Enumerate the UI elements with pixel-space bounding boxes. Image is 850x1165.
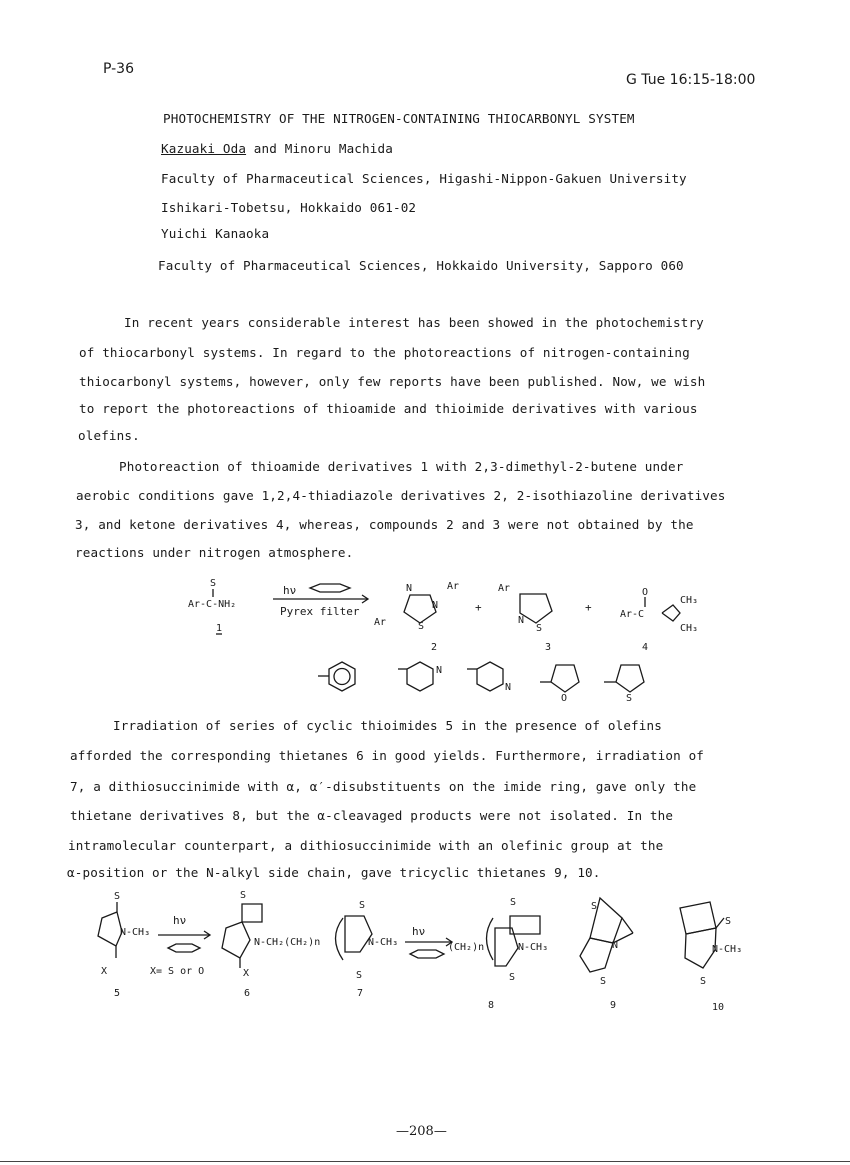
svg-text:S: S	[359, 900, 366, 911]
svg-text:(CH₂)n: (CH₂)n	[448, 942, 485, 953]
svg-text:S: S	[700, 976, 707, 987]
svg-text:Ar: Ar	[498, 583, 511, 594]
x-definition: X= S or O	[150, 966, 205, 977]
svg-text:O: O	[642, 587, 649, 598]
author-line	[161, 141, 393, 156]
affiliation-3: Faculty of Pharmaceutical Sciences, Hokkaido University, Sapporo 060	[158, 258, 684, 273]
phenyl-ring	[329, 662, 355, 691]
hv-reagent: hν	[283, 584, 297, 597]
svg-text:S: S	[509, 972, 516, 983]
paragraph-2-line: Photoreaction of thioamide derivatives 1 with 2,3-dimethyl-2-butene under	[119, 459, 684, 474]
svg-text:S: S	[600, 976, 607, 987]
paper-title: PHOTOCHEMISTRY OF THE NITROGEN-CONTAINING THIOCARBONYL SYSTEM	[163, 111, 635, 126]
svg-text:Ar: Ar	[374, 617, 387, 628]
svg-text:N-CH₃: N-CH₃	[368, 937, 399, 948]
reaction-scheme-1	[180, 575, 740, 710]
paragraph-3-line: afforded the corresponding thietanes 6 in good yields. Furthermore, irradiation of	[70, 748, 705, 763]
paragraph-1-line: to report the photoreactions of thioamide and thioimide derivatives with various	[79, 401, 698, 416]
paragraph-2-line: reactions under nitrogen atmosphere.	[75, 545, 354, 560]
bottom-rule	[0, 1161, 850, 1162]
paragraph-3-line: 7, a dithiosuccinimide with α, α′-disubstituents on the imide ring, gave only the	[70, 779, 697, 794]
compound-label-10: 10	[712, 1002, 725, 1013]
svg-text:S: S	[418, 621, 425, 632]
compound-label-1: 1	[216, 623, 223, 634]
pyridyl-4-ring	[477, 662, 503, 691]
svg-text:S: S	[240, 890, 247, 901]
svg-text:N-CH₃: N-CH₃	[518, 942, 549, 953]
paragraph-1-line: thiocarbonyl systems, however, only few reports have been published. Now, we wish	[79, 374, 706, 389]
compound-label-5: 5	[114, 988, 121, 999]
page-number: —208—	[396, 1124, 447, 1139]
compound-label-2: 2	[431, 642, 438, 653]
svg-text:+: +	[475, 601, 482, 614]
thioamide-formula: Ar-C-NH₂	[188, 599, 237, 610]
paragraph-1-line: olefins.	[78, 428, 140, 443]
svg-text:N-CH₂(CH₂)n: N-CH₂(CH₂)n	[254, 937, 321, 948]
svg-text:hν: hν	[412, 925, 426, 938]
svg-text:X: X	[243, 968, 250, 979]
compound-label-8: 8	[488, 1000, 495, 1011]
svg-text:hν: hν	[173, 914, 187, 927]
svg-text:S: S	[536, 623, 543, 634]
session-info: G Tue 16:15-18:00	[626, 72, 756, 88]
paragraph-3-line: thietane derivatives 8, but the α-cleavaged products were not isolated. In the	[70, 808, 674, 823]
paragraph-1-line: In recent years considerable interest has been showed in the photochemistry	[124, 315, 704, 330]
svg-text:Ar: Ar	[447, 581, 460, 592]
thienyl-ring	[616, 665, 644, 692]
paragraph-3-line: Irradiation of series of cyclic thioimides 5 in the presence of olefins	[113, 718, 662, 733]
isothiazoline-ring	[520, 594, 552, 623]
affiliation-1: Faculty of Pharmaceutical Sciences, Higashi-Nippon-Gakuen University	[161, 171, 687, 186]
paragraph-1-line: of thiocarbonyl systems. In regard to the photoreactions of nitrogen-containing	[79, 345, 690, 360]
svg-text:N: N	[436, 665, 443, 676]
thioimide-ring-5	[98, 912, 122, 946]
furyl-ring	[551, 665, 579, 692]
paragraph-3-line: α-position or the N-alkyl side chain, gave tricyclic thietanes 9, 10.	[67, 865, 601, 880]
svg-text:N-CH₃: N-CH₃	[120, 927, 151, 938]
svg-text:N-CH₃: N-CH₃	[712, 944, 743, 955]
presenting-author: Kazuaki Oda	[161, 141, 247, 156]
svg-text:CH₃: CH₃	[680, 623, 699, 634]
thioamide-sulfur: S	[210, 578, 217, 589]
svg-text:CH₃: CH₃	[680, 595, 699, 606]
thietane-ring-6	[242, 904, 262, 922]
svg-text:S: S	[510, 897, 517, 908]
co-authors: and Minoru Machida	[246, 141, 393, 156]
svg-text:+: +	[585, 601, 592, 614]
compound-label-4: 4	[642, 642, 649, 653]
svg-text:S: S	[591, 901, 598, 912]
compound-label-3: 3	[545, 642, 552, 653]
thietane-ring-8	[510, 916, 540, 934]
author-line-2: Yuichi Kanaoka	[161, 226, 270, 241]
svg-text:O: O	[561, 693, 568, 704]
compound-label-7: 7	[357, 988, 364, 999]
svg-text:S: S	[626, 693, 633, 704]
pyridyl-2-ring	[407, 662, 433, 691]
affiliation-2: Ishikari-Tobetsu, Hokkaido 061-02	[161, 200, 417, 215]
pyrex-filter: Pyrex filter	[280, 605, 360, 618]
paragraph-2-line: 3, and ketone derivatives 4, whereas, compounds 2 and 3 were not obtained by the	[75, 517, 694, 532]
svg-text:N: N	[432, 600, 439, 611]
svg-text:S: S	[725, 916, 732, 927]
svg-text:N: N	[505, 682, 512, 693]
compound-label-6: 6	[244, 988, 251, 999]
paragraph-3-line: intramolecular counterpart, a dithiosuccinimide with an olefinic group at the	[68, 838, 664, 853]
svg-text:N: N	[518, 615, 525, 626]
svg-text:N: N	[406, 583, 413, 594]
paragraph-2-line: aerobic conditions gave 1,2,4-thiadiazole derivatives 2, 2-isothiazoline derivatives	[76, 488, 726, 503]
reaction-scheme-2	[60, 888, 770, 1023]
olefin-symbol	[310, 584, 350, 592]
compound-label-9: 9	[610, 1000, 617, 1011]
svg-text:S: S	[356, 970, 363, 981]
svg-text:N: N	[612, 940, 619, 951]
abstract-code: P-36	[103, 61, 135, 77]
ketone-formula: Ar-C	[620, 609, 645, 620]
svg-text:S: S	[114, 891, 121, 902]
svg-text:X: X	[101, 966, 108, 977]
